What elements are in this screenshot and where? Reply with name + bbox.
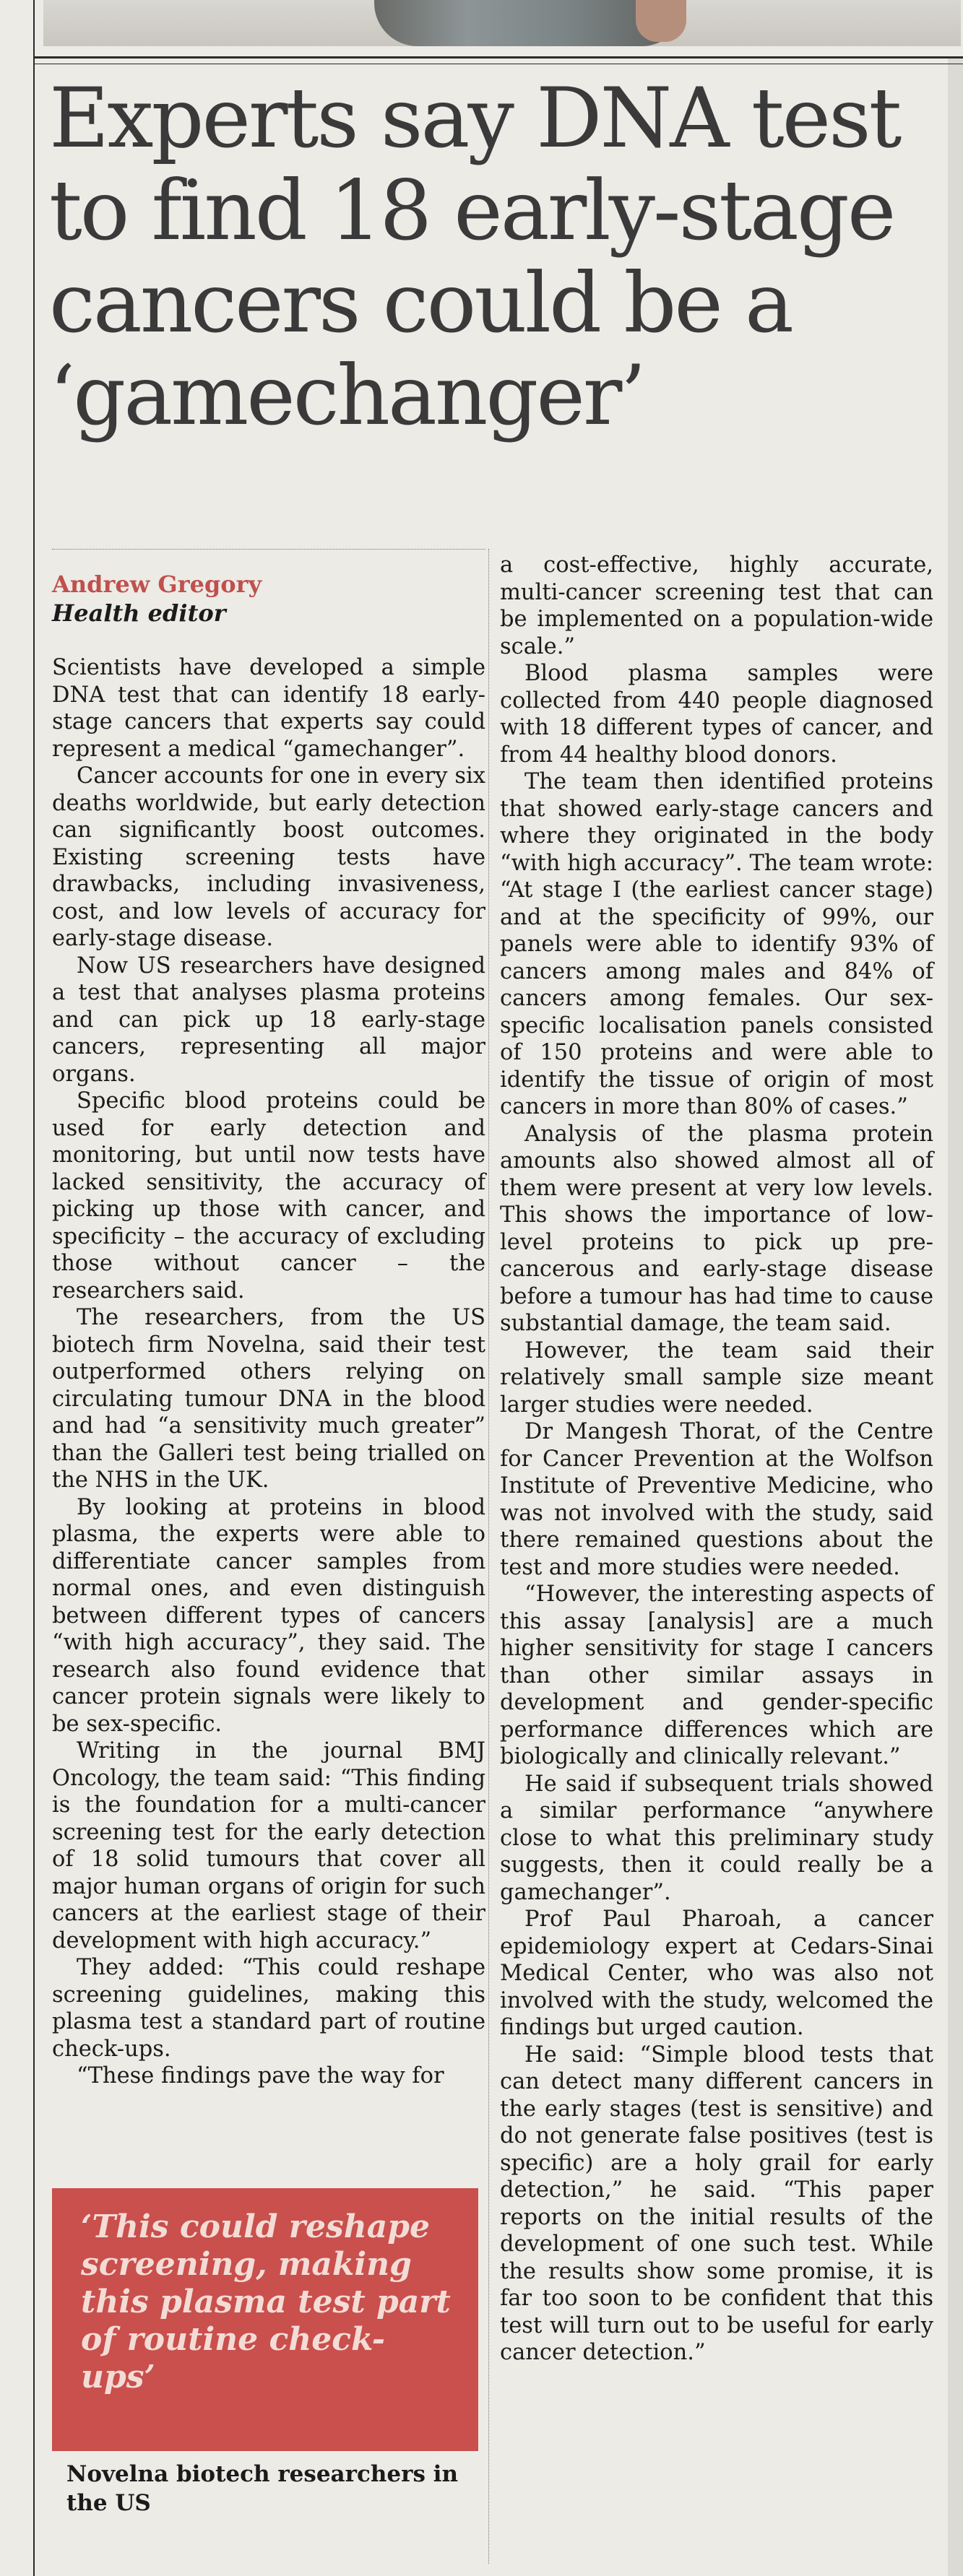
paragraph: Specific blood proteins could be used for early detection and monitoring, but until now tests have lacked sensitivity, the accuracy of picking up those with cancer, and specificity – the accuracy of excluding those without cancer – the researchers said. bbox=[52, 1088, 485, 1304]
byline bbox=[52, 549, 485, 628]
paragraph: Cancer accounts for one in every six deaths worldwide, but early detection can significantly boost outcomes. Existing screening tests have drawbacks, including invasiveness, cost, and low levels of accuracy for early-stage disease. bbox=[52, 763, 485, 951]
paragraph: Now US researchers have designed a test that analyses plasma proteins and can pick up 18 early-stage cancers, representing all major organs. bbox=[52, 953, 485, 1087]
paragraph: “These findings pave the way for bbox=[77, 2063, 444, 2089]
paragraph: Scientists have developed a simple DNA test that can identify 18 early-stage cancers that experts say could represent a medical “gamechanger”. bbox=[52, 655, 485, 762]
paragraph: He said if subsequent trials showed a similar performance “anywhere close to what this preliminary study suggests, then it could really be a gamechanger”. bbox=[500, 1771, 933, 1905]
paragraph: a cost-effective, highly accurate, multi-cancer screening test that can be implemented on a population-wide scale.” bbox=[500, 552, 933, 659]
paragraph: The team then identified proteins that showed early-stage cancers and where they originated in the body “with high accuracy”. The team wrote: “At stage I (the earliest cancer stage) and at the specificity of 99%, our panels were able to identify 93% of cancers among males and 84% of cancers among females. Our sex-specific localisation panels consisted of 150 proteins and were able to identify the tissue of origin of most cancers in more than 80% of cases.” bbox=[500, 769, 933, 1119]
paragraph: Prof Paul Pharoah, a cancer epidemiology expert at Cedars-Sinai Medical Center, who was also not involved with the study, welcomed the findings but urged caution. bbox=[500, 1907, 933, 2040]
pullquote-source: Novelna biotech researchers in the US bbox=[66, 2461, 459, 2516]
paragraph: Writing in the journal BMJ Oncology, the team said: “This finding is the foundation for a multi-cancer screening test for the early detection of 18 solid tumours that cover all major human organs of origin for such cancers at the earliest stage of their development with high accuracy.” bbox=[52, 1738, 485, 1953]
paragraph: They added: “This could reshape screening guidelines, making this plasma test a standard part of routine check-ups. bbox=[52, 1955, 485, 2062]
paragraph: “However, the interesting aspects of this assay [analysis] are a much higher sensitivity for stage I cancers than other similar assays in development and gender-specific performance differences which are biologically and clinically relevant.” bbox=[500, 1582, 933, 1769]
paragraph: However, the team said their relatively small sample size meant larger studies were needed. bbox=[500, 1337, 933, 1418]
byline-role: Health editor bbox=[52, 599, 226, 627]
top-rule bbox=[35, 56, 963, 58]
paragraph: By looking at proteins in blood plasma, the experts were able to differentiate cancer samples from normal ones, and even distinguish between different types of cancers “with high accuracy”, they said. The research also found evidence that cancer protein signals were likely to be sex-specific. bbox=[52, 1494, 485, 1737]
column-divider bbox=[488, 549, 489, 2564]
paragraph: Blood plasma samples were collected from 440 people diagnosed with 18 different types of cancer, and from 44 healthy blood donors. bbox=[500, 661, 933, 768]
pullquote-text: ‘This could reshape screening, making this plasma test part of routine check-ups’ bbox=[81, 2208, 451, 2395]
page-edge bbox=[948, 58, 963, 2576]
paragraph: Dr Mangesh Thorat, of the Centre for Cancer Prevention at the Wolfson Institute of Preventive Medicine, who was not involved with the study, said there remained questions about the test and more studies were needed. bbox=[500, 1419, 933, 1580]
paragraph: The researchers, from the US biotech firm Novelna, said their test outperformed others relying on circulating tumour DNA in the blood and had “a sensitivity much greater” than the Galleri test being trialled on the NHS in the UK. bbox=[52, 1305, 485, 1493]
article-column-1 bbox=[52, 654, 485, 2090]
paragraph: Analysis of the plasma protein amounts also showed almost all of them were present at very low levels. This shows the importance of low-level proteins to pick up pre-cancerous and early-stage disease before a tumour has had time to cause substantial damage, the team said. bbox=[500, 1121, 933, 1336]
headline: Experts say DNA test to find 18 early-stage cancers could be a ‘gamechanger’ bbox=[49, 70, 900, 443]
paragraph: He said: “Simple blood tests that can detect many different cancers in the early stages (test is sensitive) and do not generate false positives (test is specific) are a holy grail for early detection,” he said. “This paper reports on the initial results of the development of one such test. While the results show some promise, it is far too soon to be confident that this test will turn out to be useful for early cancer detection.” bbox=[500, 2042, 933, 2365]
byline-name[interactable]: Andrew Gregory bbox=[52, 571, 262, 598]
pullquote-box bbox=[52, 2188, 478, 2451]
article-column-2 bbox=[500, 552, 933, 2367]
